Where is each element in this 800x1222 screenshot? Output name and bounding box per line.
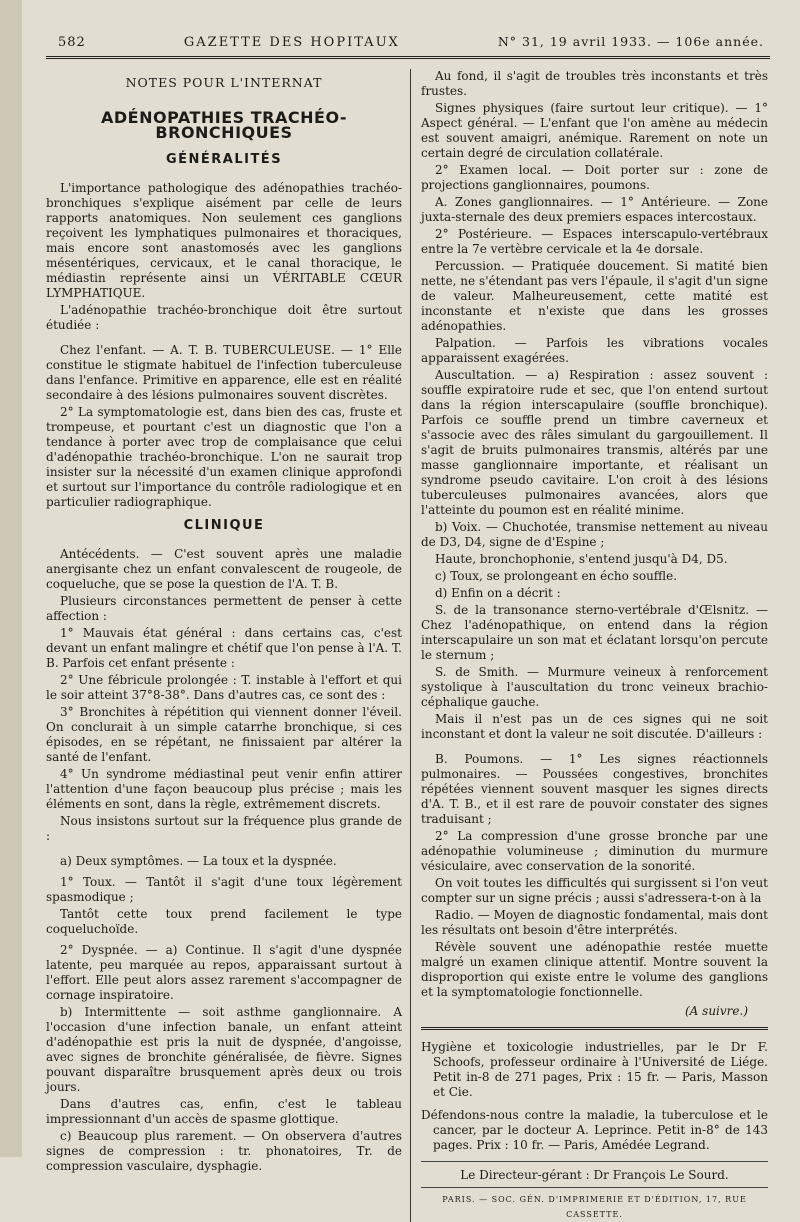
paragraph: d) Enfin on a décrit : bbox=[435, 586, 561, 600]
director-line: Le Directeur-gérant : Dr François Le Sourd. bbox=[460, 1168, 729, 1182]
paragraph: b) Intermittente — soit asthme ganglionnaire. A l'occasion d'une infection banale, un enfant atteint d'adénopathie est pris la nuit de dyspnée, d'angoisse, avec signes de bronchite généralisée, de fièvre. Signes pouvant disparaître brusquement après deux ou trois jours. bbox=[46, 1005, 402, 1094]
two-column-body bbox=[46, 69, 770, 1222]
paragraph: Nous insistons surtout sur la fréquence plus grande de : bbox=[46, 814, 402, 843]
paragraph: 2° La compression d'une grosse bronche par une adénopathie volumineuse ; diminution du murmure vésiculaire, avec conservation de la sonorité. bbox=[421, 829, 768, 873]
paragraph: c) Beaucoup plus rarement. — On observera d'autres signes de compression : tr. phonatoires, Tr. de compression vasculaire, dysphagie. bbox=[46, 1129, 402, 1173]
page-number: 582 bbox=[58, 35, 86, 50]
paragraph: Tantôt cette toux prend facilement le type coqueluchoïde. bbox=[46, 907, 402, 936]
paragraph: 2° Dyspnée. — a) Continue. Il s'agit d'une dyspnée latente, peu marquée au repos, apparaissant surtout à l'effort. Elle peut alors assez rarement s'accompagner de cornage inspiratoire. bbox=[46, 943, 402, 1002]
paragraph: S. de la transonance sterno-vertébrale d'Œlsnitz. — Chez l'adénopathique, on entend dans la région interscapulaire un son mat et éclatant lorsqu'on percute le sternum ; bbox=[421, 603, 768, 662]
journal-title: GAZETTE DES HOPITAUX bbox=[183, 35, 400, 50]
paragraph: Palpation. — Parfois les vibrations vocales apparaissent exagérées. bbox=[421, 336, 768, 365]
paragraph: c) Toux, se prolongeant en écho souffle. bbox=[435, 569, 678, 583]
paragraph: 1° Toux. — Tantôt il s'agit d'une toux légèrement spasmodique ; bbox=[46, 875, 402, 904]
paragraph: Auscultation. — a) Respiration : assez souvent : souffle expiratoire rude et sec, que l'on entend surtout dans la région interscapulaire (souffle bronchique). Parfois ce souffle prend un timbre caverneux et s'associe avec des râles simulant du gargouillement. Il s'agit de bruits pulmonaires transmis, altérés par une masse ganglionnaire importante, et réalisant un syndrome pseudo cavitaire. L'on croit à des lésions tuberculeuses pulmonaires avancées, alors que l'atteinte du poumon est en réalité minime. bbox=[421, 368, 768, 517]
bibliography-entry: Défendons-nous contre la maladie, la tuberculose et le cancer, par le docteur A. Leprince. Petit in-8° de 143 pages. Prix : 10 fr. — Paris, Amédée Legrand. bbox=[421, 1108, 768, 1152]
paragraph: 2° Examen local. — Doit porter sur : zone de projections ganglionnaires, poumons. bbox=[421, 163, 768, 192]
paragraph: L'adénopathie trachéo-bronchique doit être surtout étudiée : bbox=[46, 303, 402, 332]
paragraph: Antécédents. — C'est souvent après une maladie anergisante chez un enfant convalescent de rougeole, de coqueluche, que se pose la question de l'A. T. B. bbox=[46, 547, 402, 591]
right-column bbox=[410, 69, 768, 1222]
paragraph: 3° Bronchites à répétition qui viennent donner l'éveil. On conclurait à un simple catarrhe bronchique, si ces épisodes, en se répétant, ne finissaient par altérer la santé de l'enfant. bbox=[46, 705, 402, 764]
page-binding-margin bbox=[0, 0, 22, 1157]
bibliography-rule bbox=[421, 1027, 768, 1030]
paragraph: B. Poumons. — 1° Les signes réactionnels pulmonaires. — Poussées congestives, bronchites répétées viennent souvent masquer les signes directs d'A. T. B., et il est rare de pouvoir constater des signes traduisant ; bbox=[421, 752, 768, 826]
header-rule bbox=[46, 56, 770, 59]
paragraph: Signes physiques (faire surtout leur critique). — 1° Aspect général. — L'enfant que l'on amène au médecin est souvent amaigri, anémique. Rarement on note un certain degré de circulation collatérale. bbox=[421, 101, 768, 160]
paragraph: Mais il n'est pas un de ces signes qui ne soit inconstant et dont la valeur ne soit discutée. D'ailleurs : bbox=[421, 712, 768, 741]
paragraph: 2° Postérieure. — Espaces interscapulo-vertébraux entre la 7e vertèbre cervicale et la 4e dorsale. bbox=[421, 227, 768, 256]
paragraph: 4° Un syndrome médiastinal peut venir enfin attirer l'attention d'une façon beaucoup plus précise ; mais les éléments en sont, dans la règle, extrêmement discrets. bbox=[46, 767, 402, 811]
subtitle-generalites: GÉNÉRALITÉS bbox=[165, 152, 283, 167]
paragraph: S. de Smith. — Murmure veineux à renforcement systolique à l'auscultation du tronc veineux brachio-céphalique gauche. bbox=[421, 665, 768, 709]
printer-imprint: PARIS. — SOC. GÉN. D'IMPRIMERIE ET D'ÉDITION, 17, RUE CASSETTE. bbox=[421, 1187, 768, 1222]
footer-rule bbox=[421, 1161, 768, 1162]
bibliography-entry: Hygiène et toxicologie industrielles, par le Dr F. Schoofs, professeur ordinaire à l'Université de Liége. Petit in-8 de 271 pages, Prix : 15 fr. — Paris, Masson et Cie. bbox=[421, 1040, 768, 1099]
paragraph: 2° La symptomatologie est, dans bien des cas, fruste et trompeuse, et pourtant c'est un diagnostic que l'on a tendance à porter avec trop de complaisance que celui d'adénopathie trachéo-bronchique. L'on ne saurait trop insister sur la nécessité d'un examen clinique approfondi et surtout sur l'importance du contrôle radiologique et en particulier radiographique. bbox=[46, 405, 402, 509]
paragraph: b) Voix. — Chuchotée, transmise nettement au niveau de D3, D4, signe de d'Espine ; bbox=[421, 520, 768, 549]
subtitle-clinique: CLINIQUE bbox=[183, 518, 265, 533]
section-heading: NOTES POUR L'INTERNAT bbox=[125, 75, 323, 90]
paragraph: Plusieurs circonstances permettent de penser à cette affection : bbox=[46, 594, 402, 623]
article-title: ADÉNOPATHIES TRACHÉO-BRONCHIQUES bbox=[101, 108, 347, 142]
page-header bbox=[46, 34, 770, 50]
paragraph: Révèle souvent une adénopathie restée muette malgré un examen clinique attentif. Montre souvent la disproportion qui existe entre le volume des ganglions et la symptomatologie fonctionnelle. bbox=[421, 940, 768, 999]
paragraph: 2° Une fébricule prolongée : T. instable à l'effort et qui le soir atteint 37°8-38°. Dans d'autres cas, ce sont des : bbox=[46, 673, 402, 702]
to-be-continued: (A suivre.) bbox=[685, 1004, 748, 1018]
left-column bbox=[46, 69, 410, 1222]
bibliography bbox=[421, 1040, 768, 1153]
paragraph: On voit toutes les difficultés qui surgissent si l'on veut compter sur un signe précis ; aussi s'adressera-t-on à la bbox=[421, 876, 768, 905]
paragraph: A. Zones ganglionnaires. — 1° Antérieure. — Zone juxta-sternale des deux premiers espaces intercostaux. bbox=[421, 195, 768, 224]
paragraph: Chez l'enfant. — A. T. B. TUBERCULEUSE. — 1° Elle constitue le stigmate habituel de l'infection tuberculeuse dans l'enfance. Primitive en apparence, elle est en réalité secondaire à des lésions pulmonaires souvent discrètes. bbox=[46, 343, 402, 402]
paragraph: 1° Mauvais état général : dans certains cas, c'est devant un enfant malingre et chétif que l'on pense à l'A. T. B. Parfois cet enfant présente : bbox=[46, 626, 402, 670]
paragraph: Percussion. — Pratiquée doucement. Si matité bien nette, ne s'étendant pas vers l'épaule, il s'agit d'un signe de valeur. Malheureusement, cette matité est inconstante et n'existe que dans les grosses adénopathies. bbox=[421, 259, 768, 333]
paragraph: a) Deux symptômes. — La toux et la dyspnée. bbox=[60, 854, 337, 868]
paragraph: Haute, bronchophonie, s'entend jusqu'à D4, D5. bbox=[435, 552, 728, 566]
issue-date: N° 31, 19 avril 1933. — 106e année. bbox=[497, 34, 764, 49]
paragraph: Au fond, il s'agit de troubles très inconstants et très frustes. bbox=[421, 69, 768, 98]
paragraph: Radio. — Moyen de diagnostic fondamental, mais dont les résultats ont besoin d'être interprétés. bbox=[421, 908, 768, 937]
paragraph: Dans d'autres cas, enfin, c'est le tableau impressionnant d'un accès de spasme glottique. bbox=[46, 1097, 402, 1126]
paragraph: L'importance pathologique des adénopathies trachéo-bronchiques s'explique aisément par celle de leurs rapports anatomiques. Non seulement ces ganglions reçoivent les lymphatiques pulmonaires et thoraciques, mais encore sont anastomosés avec les ganglions mésentériques, cervicaux, et le canal thoracique, le médiastin représente ainsi un VÉRITABLE CŒUR LYMPHATIQUE. bbox=[46, 181, 402, 300]
